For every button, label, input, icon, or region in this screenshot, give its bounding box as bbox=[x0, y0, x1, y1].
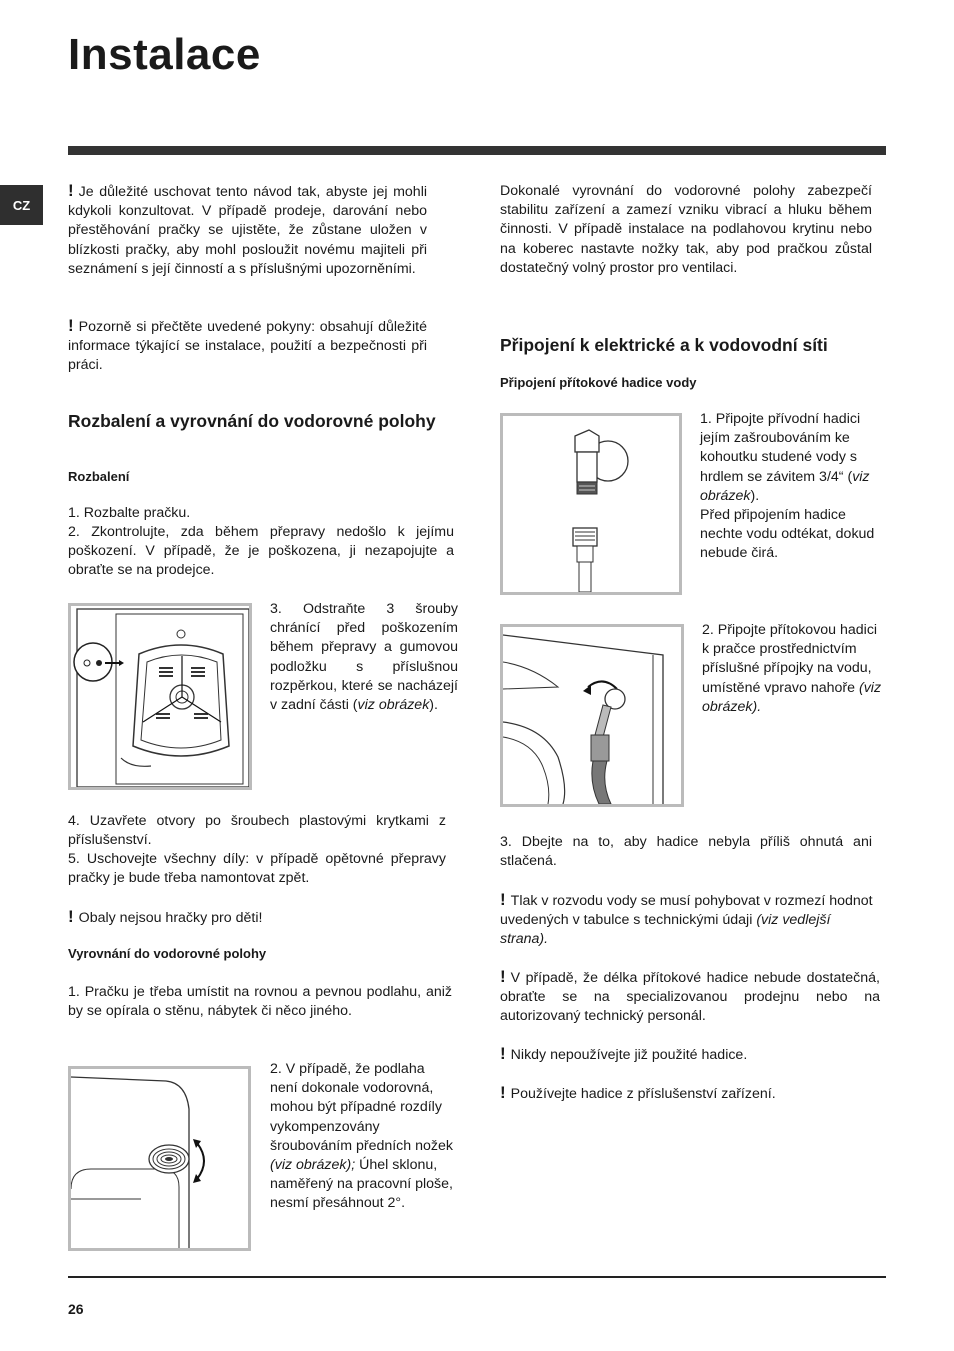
figure-reference: (viz vedlejší strana). bbox=[500, 912, 831, 948]
step-2: 2. Zkontrolujte, zda během přepravy nedošlo k jejímu poškození. V případě, že je poškozena, ji nezapojujte a obraťte se na prodejce. bbox=[68, 524, 454, 579]
leveling-step-2: 2. V případě, že podlaha není dokonale vodorovná, mohou být případné rozdíly vykompenzovány šroubováním předních nožek (viz obrázek); Úhel sklonu, naměřený na pracovní ploše, nesmí přesáhnout 2°. bbox=[270, 1061, 453, 1212]
warning-icon: ! bbox=[68, 316, 74, 335]
leveling-step-1: 1. Pračku je třeba umístit na rovnou a pevnou podlahu, aniž by se opírala o stěnu, nábytek či něco jiného. bbox=[68, 984, 452, 1020]
section-title-connection: Připojení k elektrické a k vodovodní síti bbox=[500, 335, 828, 355]
warning-packaging: ! Obaly nejsou hračky pro děti! bbox=[68, 907, 263, 926]
subheading-unpacking: Rozbalení bbox=[68, 469, 130, 484]
figure-reference: (viz obrázek). bbox=[702, 679, 882, 715]
warning-icon: ! bbox=[500, 967, 506, 986]
tap-hose-figure bbox=[500, 413, 682, 595]
hose-step-3: 3. Dbejte na to, aby hadice nebyla příliš ohnutá ani stlačená. bbox=[500, 834, 872, 870]
figure-reference: viz obrázek bbox=[700, 468, 870, 504]
header-rule bbox=[68, 146, 886, 155]
adjustable-foot-illustration bbox=[71, 1069, 248, 1248]
subheading-inlet-hose: Připojení přítokové hadice vody bbox=[500, 375, 697, 390]
step-4: 4. Uzavřete otvory po šroubech plastovými krytkami z příslušenství. bbox=[68, 813, 446, 849]
warning-accessory-hoses: ! Používejte hadice z příslušenství zařízení. bbox=[500, 1083, 776, 1102]
warning-icon: ! bbox=[500, 1083, 506, 1102]
step-3: 3. Odstraňte 3 šrouby chránící před poškozením během přepravy a gumovou podložku s příslušnou rozpěrkou, které se nacházejí v zadní části (viz obrázek). bbox=[270, 601, 458, 714]
section-title-unpacking: Rozbalení a vyrovnání do vodorovné polohy bbox=[68, 411, 436, 431]
warning-keep-manual: ! Je důležité uschovat tento návod tak, abyste jej mohli kdykoli konzultovat. V případě prodeje, darování nebo přestěhování pračky se ujistěte, že zůstane uložen v blízkosti pračky, aby mohl posloužit novému majiteli při seznámení s její činností a s příslušnými upozorněními. bbox=[68, 181, 427, 277]
tap-hose-illustration bbox=[503, 416, 679, 592]
figure-reference: viz obrázek bbox=[357, 697, 430, 714]
page-number: 26 bbox=[68, 1301, 84, 1317]
warning-water-pressure: ! Tlak v rozvodu vody se musí pohybovat v rozmezí hodnot uvedených v tabulce s technickými údaji (viz vedlejší strana). bbox=[500, 890, 873, 948]
warning-icon: ! bbox=[68, 181, 74, 200]
machine-hose-illustration bbox=[503, 627, 681, 804]
figure-reference: (viz obrázek); bbox=[270, 1157, 356, 1174]
rear-screws-figure bbox=[68, 603, 252, 790]
warning-hose-length: ! V případě, že délka přítokové hadice nebude dostatečná, obraťte se na specializovanou prodejnu nebo na autorizovaný technický personál. bbox=[500, 967, 880, 1025]
warning-icon: ! bbox=[500, 1044, 506, 1063]
warning-icon: ! bbox=[68, 907, 74, 926]
washer-rear-illustration bbox=[71, 606, 249, 787]
warning-read-instructions: ! Pozorně si přečtěte uvedené pokyny: obsahují důležité informace týkající se instalace, použití a bezpečnosti při práci. bbox=[68, 316, 427, 374]
warning-used-hoses: ! Nikdy nepoužívejte již použité hadice. bbox=[500, 1044, 748, 1063]
hose-step-2: 2. Připojte přítokovou hadici k pračce prostřednictvím příslušné přípojky na vodu, umístěné vpravo nahoře (viz obrázek). bbox=[702, 622, 882, 715]
subheading-leveling: Vyrovnání do vodorovné polohy bbox=[68, 946, 267, 961]
leveling-intro: Dokonalé vyrovnání do vodorovné polohy zabezpečí stabilitu zařízení a zamezí vzniku vibrací a hluku během činnosti. V případě instalace na podlahovou krytinu nebo na koberec nastavte nožky tak, aby pod pračkou zůstal dostatečný volný prostor pro ventilaci. bbox=[500, 183, 872, 276]
language-tab: CZ bbox=[0, 185, 43, 225]
warning-icon: ! bbox=[500, 890, 506, 909]
leveling-foot-figure bbox=[68, 1066, 251, 1251]
step-5: 5. Uschovejte všechny díly: v případě opětovné přepravy pračky je bude třeba namontovat zpět. bbox=[68, 851, 446, 887]
step-1: 1. Rozbalte pračku. bbox=[68, 505, 191, 521]
page-title: Instalace bbox=[68, 30, 261, 79]
footer-rule bbox=[68, 1276, 886, 1278]
hose-connection-figure bbox=[500, 624, 684, 807]
hose-step-1: 1. Připojte přívodní hadici jejím zašroubováním ke kohoutku studené vody s hrdlem se závitem 3/4“ (viz obrázek). Před připojením hadice nechte vodu odtékat, dokud nebude čirá. bbox=[700, 411, 875, 562]
